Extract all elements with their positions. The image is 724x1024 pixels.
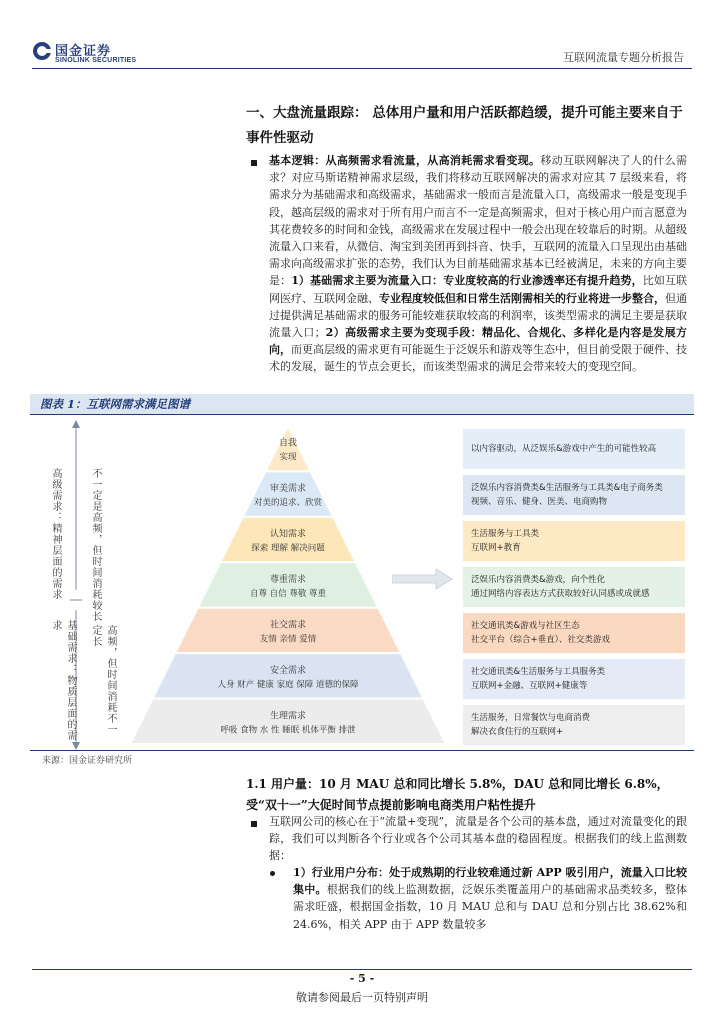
pyramid-tier-title: 认知需求	[269, 529, 307, 540]
pyramid-tier-sub: 探索 理解 解决问题	[251, 543, 325, 554]
right-box-line1: 以内容驱动，从泛娱乐&游戏中产生的可能性较高	[471, 444, 657, 454]
header-divider	[32, 68, 692, 69]
subsection-heading: 1.1 用户量：10 月 MAU 总和同比增长 5.8%，DAU 总和同比增长 6.8%，受“双十一”大促时间节点提前影响电商类用户粘性提升	[246, 777, 669, 812]
report-title: 互联网流量专题分析报告	[563, 51, 684, 64]
footer-divider	[32, 969, 692, 970]
pyramid-tier-sub: 呼吸 食物 水 性 睡眠 机体平衡 排泄	[220, 725, 356, 736]
label-advanced-needs: 高级需求：精神层面的需求	[50, 468, 61, 600]
pyramid-tier-sub: 对美的追求、欣赏	[253, 498, 323, 509]
pyramid-tier-title: 自我	[278, 438, 298, 449]
right-box-line2: 解决衣食住行的互联网+	[471, 727, 564, 737]
pyramid-tier-sub: 友情 亲情 爱情	[259, 634, 317, 645]
para-bold: 2）高级需求主要为变现手段：精品化、合规化、多样化是内容是发展方向，	[269, 326, 687, 357]
right-box-line2: 视频、音乐、健身、医美、电商购物	[471, 497, 608, 507]
para-lead: 基本逻辑：从高频需求看流量，从高消耗需求看变现。	[269, 154, 541, 167]
section-heading: 一、大盘流量跟踪： 总体用户量和用户活跃都趋缓，提升可能主要来自于事件性驱动	[246, 105, 683, 146]
label-basic-frequency: 高频，但时间消耗不一定长	[90, 625, 116, 735]
pyramid-tier-title: 尊重需求	[269, 575, 307, 585]
para-text: 根据我们的线上监测数据，泛娱乐类覆盖用户的基础需求品类较多，整体需求旺盛，根据国金指数，10 月 MAU 总和与 DAU 总和分别占比 38.62%和 24.6%，相关 APP 由于 APP 数量较多	[293, 883, 688, 931]
para-bold: 1）基础需求主要为流量入口：专业度较高的行业渗透率还有提升趋势，	[291, 274, 643, 288]
para-text: 但通过提供满足基础需求的服务可能较难获取较高的利润率，该类型需求的满足主要是获取流量入口；	[269, 291, 687, 340]
bullet-icon	[251, 160, 257, 166]
page-number: - 5 -	[349, 972, 375, 985]
para-lead: 1）行业用户分布：处于成熟期的行业较难通过新 APP 吸引用户，流量入口比较集中。	[293, 866, 687, 897]
right-box	[463, 567, 685, 607]
right-box	[463, 705, 685, 745]
body-paragraph-core: 互联网公司的核心在于“流量+变现”，流量是各个公司的基本盘，通过对流量变化的跟踪，我们可以判断各个行业或各个公司其基本盘的稳固程度。根据我们的线上监测数据：	[269, 815, 687, 863]
right-box	[463, 521, 685, 561]
right-box-line1: 泛娱乐内容消费类&生活服务与工具类&电子商务类	[471, 483, 663, 493]
pyramid-tier-sub: 实现	[279, 452, 297, 463]
pyramid-tier-title: 安全需求	[269, 665, 307, 676]
pyramid-tier-sub: 自尊 自信 尊敬 尊重	[249, 589, 327, 599]
para-text: 比如互联网医疗、互联网金融、	[269, 274, 688, 305]
right-box-line2: 通过网络内容表达方式获取较好认同感或成就感	[471, 589, 650, 599]
pyramid-tier-title: 审美需求	[269, 484, 307, 495]
right-box-line2: 互联网+金融、互联网+健康等	[471, 681, 588, 691]
logo-text: 国金证券	[55, 44, 112, 59]
body-paragraph-logic	[269, 152, 687, 376]
right-box	[463, 475, 685, 515]
right-box-line2: 互联网+教育	[471, 543, 521, 553]
right-box-line1: 社交通讯类&生活服务与工具服务类	[471, 667, 606, 677]
logo-subtext: SINOLINK SECURITIES	[55, 57, 137, 64]
bullet-icon	[251, 821, 257, 827]
logo-icon	[32, 41, 52, 61]
right-box-line1: 生活服务，日常餐饮与电商消费	[471, 713, 591, 723]
right-box-line1: 泛娱乐内容消费类&游戏，向个性化	[471, 575, 606, 585]
bullet-dot-icon	[270, 871, 275, 876]
pyramid-tier-sub: 人身 财产 健康 家庭 保障 道德的保障	[217, 679, 359, 690]
pyramid-tier-title: 生理需求	[269, 711, 307, 722]
pyramid-tier-title: 社交需求	[269, 620, 307, 631]
figure-divider	[30, 414, 694, 415]
para-text: 移动互联网解决了人的什么需求？对应马斯诺精神需求层级，我们将移动互联网解决的需求对应其 7 层级来看，将需求分为基础需求和高级需求，基础需求一般而言是流量入口，高级需求一般是变现手段，越高层级的需求对于所有用户而言不一定是高频需求，但对于核心用户而言愿意为其花费较多的时间和金钱，高级需求在发展过程中一般会出现在较靠后的时期。从超级流量入口来看，从微信、淘宝到美团再到抖音、快手，互联网的流量入口呈现出由基础需求向高级需求扩张的态势，我们认为目前基础需求基本已经被满足，未来的方向主要是：	[269, 154, 688, 288]
figure-divider-bottom	[30, 750, 694, 751]
footer-disclaimer: 敬请参阅最后一页特别声明	[296, 991, 428, 1004]
para-bold: 专业程度较低但和日常生活刚需相关的行业将进一步整合，	[379, 291, 665, 305]
right-box-column	[463, 429, 685, 745]
body-paragraph-industry	[293, 864, 687, 933]
right-box-line2: 社交平台（综合+垂直）、社交类游戏	[471, 635, 610, 645]
right-box	[463, 429, 685, 469]
para-text: 而更高层级的需求更有可能诞生于泛娱乐和游戏等生态中，但目前受限于硬件、技术的发展，诞生的节点会更长，而该类型需求的满足会带来较大的变现空间。	[269, 343, 687, 374]
arrow-right-icon	[392, 568, 454, 590]
figure-title: 图表 1：互联网需求满足图谱	[40, 397, 191, 411]
right-box	[463, 613, 685, 653]
right-box-line1: 生活服务与工具类	[471, 529, 540, 539]
pyramid-tier	[198, 562, 379, 607]
label-advanced-frequency: 不一定是高频，但时间消耗较长	[90, 468, 101, 622]
right-box-line1: 社交通讯类&游戏与社区生态	[471, 621, 580, 631]
right-box	[463, 659, 685, 699]
label-basic-needs: 基础需求：物质层面的需求	[50, 620, 76, 741]
figure-source: 来源：国金证券研究所	[42, 756, 133, 766]
